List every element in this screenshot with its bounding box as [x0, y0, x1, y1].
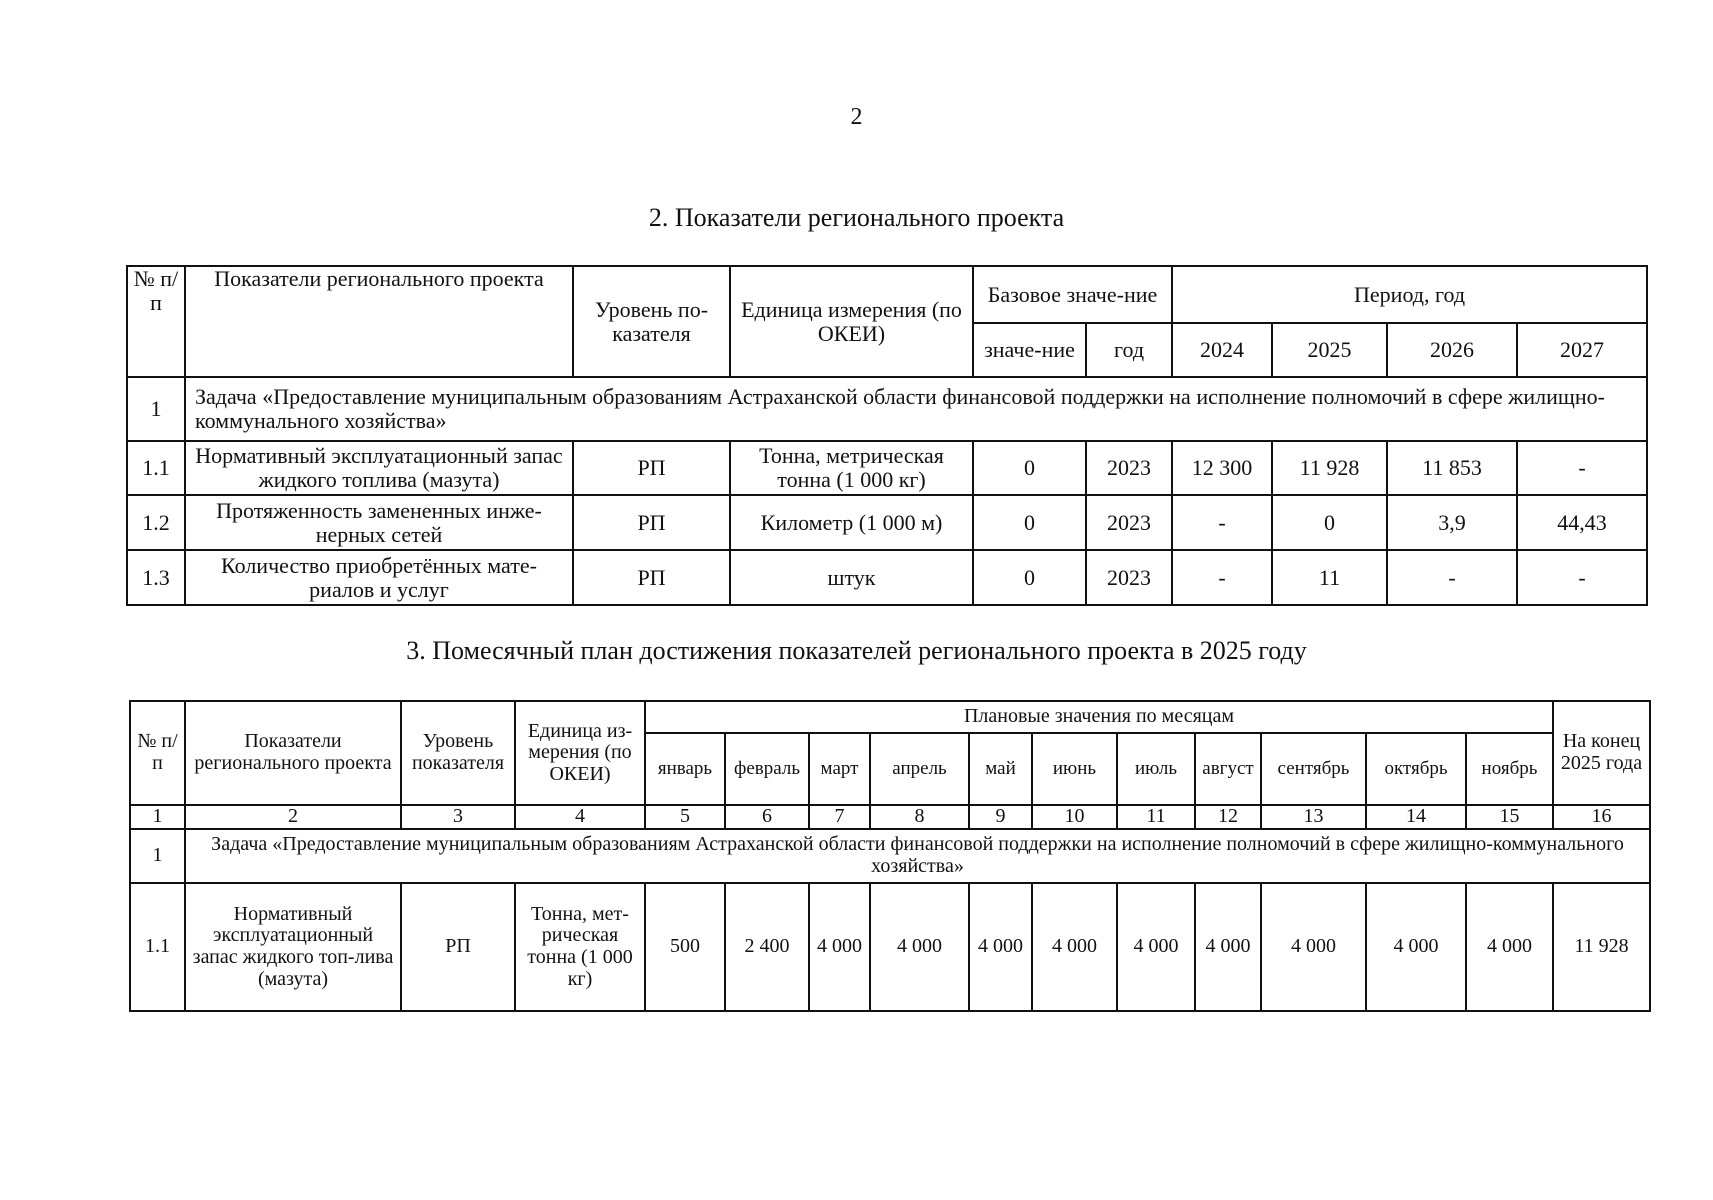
table-row [127, 441, 1647, 495]
row-2026: 11 853 [1387, 441, 1517, 495]
task-row [130, 829, 1650, 883]
header-month-feb: февраль [725, 733, 809, 805]
header-month-sep: сентябрь [1261, 733, 1366, 805]
row-unit: Километр (1 000 м) [730, 495, 973, 550]
header-month-apr: апрель [870, 733, 969, 805]
header-level: Уровень показателя [401, 701, 515, 805]
task-text: Задача «Предоставление муниципальным образованиям Астраханской области финансовой поддержки на исполнение полномочий в сфере жилищно-коммунального хозяйства» [185, 829, 1650, 883]
row-month-value: 4 000 [1195, 883, 1261, 1011]
header-month-aug: август [1195, 733, 1261, 805]
row-level: РП [573, 550, 730, 605]
col-number: 6 [725, 805, 809, 829]
row-level: РП [573, 495, 730, 550]
row-indicator: Нормативный эксплуатационный запас жидкого топ-лива (мазута) [185, 883, 401, 1011]
row-base-value: 0 [973, 550, 1086, 605]
row-month-value: 2 400 [725, 883, 809, 1011]
row-base-value: 0 [973, 495, 1086, 550]
col-number: 3 [401, 805, 515, 829]
row-base-year: 2023 [1086, 441, 1172, 495]
header-base: Базовое значе-ние [973, 266, 1172, 323]
header-month-oct: октябрь [1366, 733, 1466, 805]
header-month-mar: март [809, 733, 870, 805]
col-number: 10 [1032, 805, 1117, 829]
row-2025: 0 [1272, 495, 1387, 550]
header-plan: Плановые значения по месяцам [645, 701, 1553, 733]
col-number: 11 [1117, 805, 1195, 829]
row-level: РП [401, 883, 515, 1011]
indicators-table [126, 265, 1648, 606]
header-month-jan: январь [645, 733, 725, 805]
row-month-value: 4 000 [1032, 883, 1117, 1011]
header-year-2024: 2024 [1172, 323, 1272, 377]
row-month-value: 4 000 [1466, 883, 1553, 1011]
col-number: 13 [1261, 805, 1366, 829]
header-unit: Единица измерения (по ОКЕИ) [730, 266, 973, 377]
row-month-value: 4 000 [809, 883, 870, 1011]
row-num: 1.2 [127, 495, 185, 550]
row-month-value: 4 000 [1366, 883, 1466, 1011]
row-2024: 12 300 [1172, 441, 1272, 495]
header-indicator: Показатели регионального проекта [185, 701, 401, 805]
row-unit: Тонна, метрическая тонна (1 000 кг) [730, 441, 973, 495]
row-level: РП [573, 441, 730, 495]
col-number: 4 [515, 805, 645, 829]
row-2025: 11 [1272, 550, 1387, 605]
task-num: 1 [130, 829, 185, 883]
row-2024: - [1172, 495, 1272, 550]
table-row [127, 495, 1647, 550]
row-unit: Тонна, мет-рическая тонна (1 000 кг) [515, 883, 645, 1011]
col-number: 8 [870, 805, 969, 829]
header-indicator: Показатели регионального проекта [185, 266, 573, 377]
header-year-2027: 2027 [1517, 323, 1647, 377]
row-2024: - [1172, 550, 1272, 605]
row-num: 1.3 [127, 550, 185, 605]
page-number: 2 [850, 104, 863, 130]
header-num: № п/п [127, 266, 185, 377]
row-2027: - [1517, 550, 1647, 605]
header-unit: Единица из-мерения (по ОКЕИ) [515, 701, 645, 805]
row-indicator: Нормативный эксплуатационный запас жидкого топлива (мазута) [185, 441, 573, 495]
col-number: 1 [130, 805, 185, 829]
col-number: 16 [1553, 805, 1650, 829]
row-num: 1.1 [127, 441, 185, 495]
task-text: Задача «Предоставление муниципальным образованиям Астраханской области финансовой поддержки на исполнение полномочий в сфере жилищно-коммунального хозяйства» [185, 377, 1647, 441]
row-month-value: 4 000 [1117, 883, 1195, 1011]
header-end: На конец 2025 года [1553, 701, 1650, 805]
table-row [130, 883, 1650, 1011]
col-number: 5 [645, 805, 725, 829]
header-month-nov: ноябрь [1466, 733, 1553, 805]
section-2-title: 2. Показатели регионального проекта [648, 203, 1065, 232]
row-2027: - [1517, 441, 1647, 495]
col-number: 12 [1195, 805, 1261, 829]
task-row [127, 377, 1647, 441]
row-end-value: 11 928 [1553, 883, 1650, 1011]
row-2025: 11 928 [1272, 441, 1387, 495]
col-number: 15 [1466, 805, 1553, 829]
header-base-value: значе-ние [973, 323, 1086, 377]
col-number: 7 [809, 805, 870, 829]
column-number-row [130, 805, 1650, 829]
header-month-jul: июль [1117, 733, 1195, 805]
row-2026: 3,9 [1387, 495, 1517, 550]
row-base-value: 0 [973, 441, 1086, 495]
header-month-jun: июнь [1032, 733, 1117, 805]
row-indicator: Количество приобретённых мате-риалов и услуг [185, 550, 573, 605]
col-number: 2 [185, 805, 401, 829]
row-unit: штук [730, 550, 973, 605]
row-2027: 44,43 [1517, 495, 1647, 550]
header-num: № п/п [130, 701, 185, 805]
header-month-may: май [969, 733, 1032, 805]
header-period: Период, год [1172, 266, 1647, 323]
row-base-year: 2023 [1086, 495, 1172, 550]
row-base-year: 2023 [1086, 550, 1172, 605]
row-month-value: 4 000 [870, 883, 969, 1011]
monthly-plan-table [129, 700, 1651, 1012]
header-year-2025: 2025 [1272, 323, 1387, 377]
row-2026: - [1387, 550, 1517, 605]
header-year-2026: 2026 [1387, 323, 1517, 377]
row-month-value: 500 [645, 883, 725, 1011]
table-row [127, 550, 1647, 605]
section-3-title: 3. Помесячный план достижения показателей регионального проекта в 2025 году [406, 636, 1307, 665]
header-base-year: год [1086, 323, 1172, 377]
row-month-value: 4 000 [1261, 883, 1366, 1011]
row-month-value: 4 000 [969, 883, 1032, 1011]
task-num: 1 [127, 377, 185, 441]
col-number: 14 [1366, 805, 1466, 829]
row-num: 1.1 [130, 883, 185, 1011]
row-indicator: Протяженность замененных инже-нерных сетей [185, 495, 573, 550]
col-number: 9 [969, 805, 1032, 829]
header-level: Уровень по-казателя [573, 266, 730, 377]
